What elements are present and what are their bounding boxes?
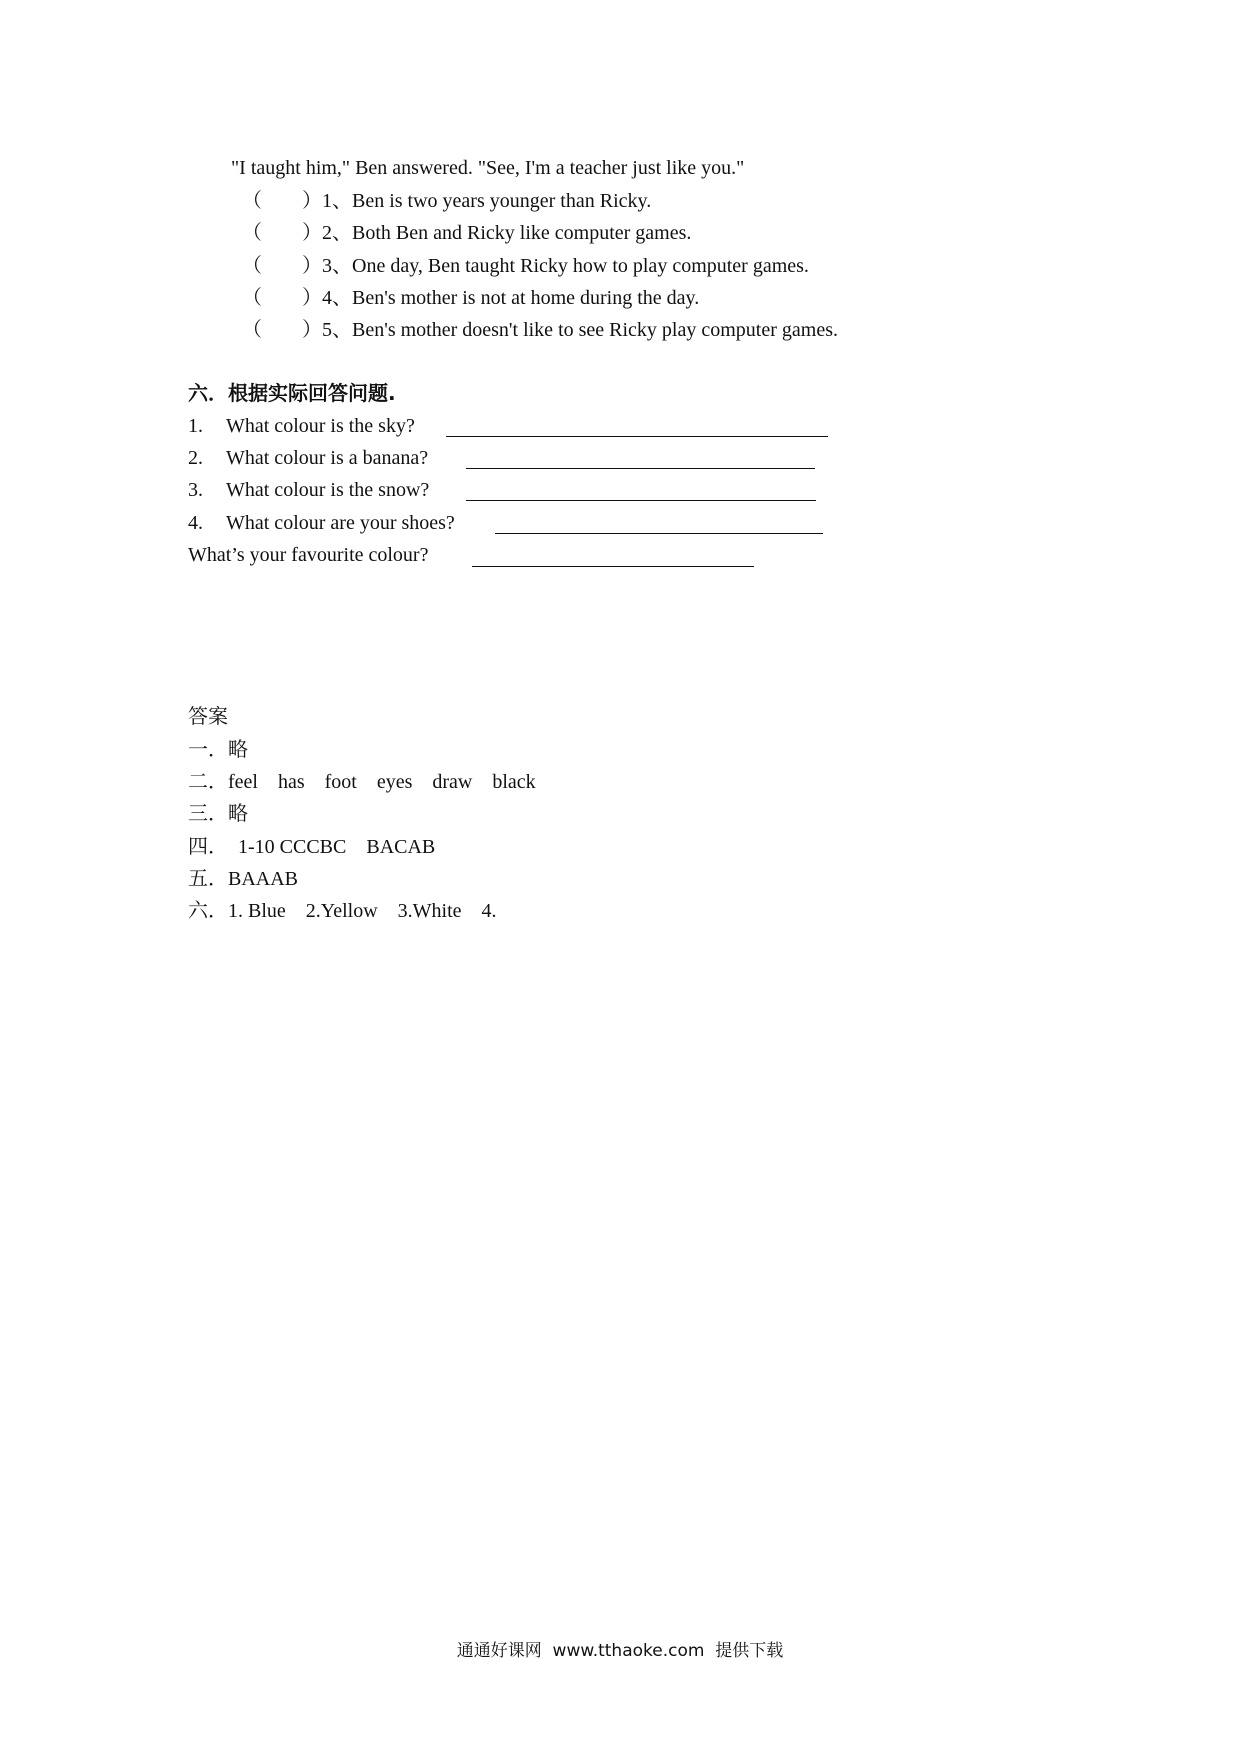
question-item xyxy=(188,446,428,470)
answer-text: 略 xyxy=(228,739,248,761)
tf-statement: 5、Ben's mother doesn't like to see Ricky play computer games. xyxy=(322,319,838,341)
answer-paren-close: ） xyxy=(302,222,322,244)
tf-statement: 3、One day, Ben taught Ricky how to play computer games. xyxy=(322,255,809,277)
question-text: What colour is a banana? xyxy=(226,447,429,469)
answer-label: 二． xyxy=(188,771,228,793)
question-number: 1. xyxy=(188,415,203,437)
answer-label: 三． xyxy=(188,803,228,825)
answer-paren-open[interactable]: （ xyxy=(242,287,262,309)
tf-item xyxy=(242,221,691,245)
tf-item xyxy=(242,318,838,342)
answer-paren-close: ） xyxy=(302,287,322,309)
question-text: What colour is the snow? xyxy=(226,479,430,501)
page-footer: 通通好课网 www.tthaoke.com 提供下载 xyxy=(456,1641,784,1661)
tf-statement: 1、Ben is two years younger than Ricky. xyxy=(322,190,652,212)
answer-text: 1. Blue 2.Yellow 3.White 4. xyxy=(228,900,497,922)
answers-title: 答案 xyxy=(188,706,228,728)
question-number: 3. xyxy=(188,479,203,501)
answer-blank[interactable] xyxy=(466,500,816,501)
question-number: 2. xyxy=(188,447,203,469)
tf-statement: 4、Ben's mother is not at home during the day. xyxy=(322,287,700,309)
answer-paren-close: ） xyxy=(302,255,322,277)
answer-paren-open[interactable]: （ xyxy=(242,190,262,212)
answer-line xyxy=(188,867,298,891)
answer-blank[interactable] xyxy=(472,566,754,567)
answer-text: 略 xyxy=(228,803,248,825)
section-six-heading: 六．根据实际回答问题. xyxy=(188,381,396,405)
answer-paren-open[interactable]: （ xyxy=(242,319,262,341)
question-text: What’s your favourite colour? xyxy=(188,544,429,566)
answer-line xyxy=(188,802,248,826)
question-item xyxy=(188,414,415,438)
answer-paren-close: ） xyxy=(302,319,322,341)
question-item xyxy=(188,478,429,502)
answer-label: 六． xyxy=(188,900,228,922)
answer-text: BAAAB xyxy=(228,868,299,890)
answer-blank[interactable] xyxy=(495,533,823,534)
answer-line xyxy=(188,899,497,923)
answer-blank[interactable] xyxy=(466,468,815,469)
answer-text: 1-10 CCCBC BACAB xyxy=(228,836,436,858)
tf-statement: 2、Both Ben and Ricky like computer games. xyxy=(322,222,692,244)
answer-label: 一． xyxy=(188,739,228,761)
story-last-line: "I taught him," Ben answered. "See, I'm a teacher just like you." xyxy=(231,157,745,179)
question-text: What colour is the sky? xyxy=(226,415,415,437)
tf-item xyxy=(242,254,809,278)
answer-label: 四． xyxy=(188,836,228,858)
answer-line xyxy=(188,738,248,762)
answer-paren-close: ） xyxy=(302,190,322,212)
question-item xyxy=(188,511,455,535)
answer-paren-open[interactable]: （ xyxy=(242,255,262,277)
answer-paren-open[interactable]: （ xyxy=(242,222,262,244)
answer-blank[interactable] xyxy=(446,436,828,437)
answer-text: feel has foot eyes draw black xyxy=(228,771,536,793)
question-text: What colour are your shoes? xyxy=(226,512,455,534)
question-number: 4. xyxy=(188,512,203,534)
answer-line xyxy=(188,770,536,794)
tf-item xyxy=(242,189,651,213)
question-item xyxy=(188,543,428,567)
answer-line xyxy=(188,835,435,859)
tf-item xyxy=(242,286,699,310)
answer-label: 五． xyxy=(188,868,228,890)
